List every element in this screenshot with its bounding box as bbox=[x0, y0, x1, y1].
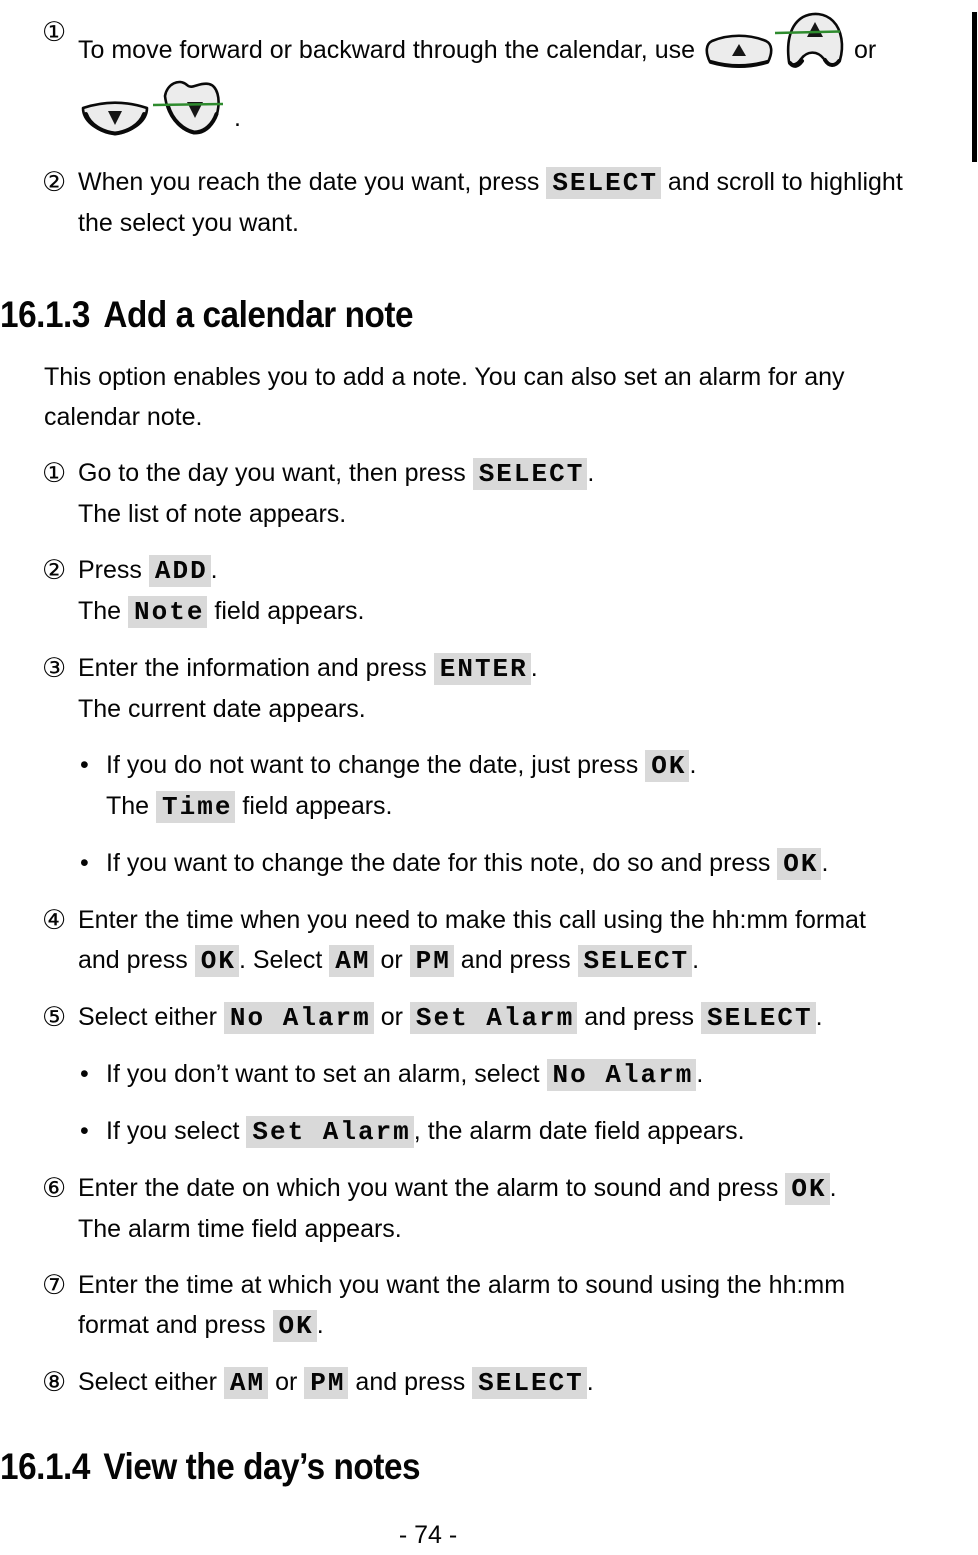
text-line bbox=[106, 1054, 978, 1095]
step-item bbox=[42, 648, 978, 884]
step-body bbox=[78, 1168, 978, 1249]
step-body bbox=[78, 162, 978, 243]
text-line bbox=[78, 648, 978, 689]
step-item bbox=[42, 900, 978, 981]
step-body bbox=[78, 453, 978, 534]
text-line bbox=[78, 550, 978, 591]
step-text: Select either bbox=[78, 1368, 224, 1396]
text-line bbox=[106, 843, 978, 884]
step-text: or bbox=[373, 946, 410, 974]
text-line bbox=[106, 745, 978, 786]
step-item bbox=[42, 162, 978, 243]
text-line bbox=[78, 1265, 978, 1305]
step-text: . bbox=[210, 556, 218, 584]
key-term: OK bbox=[785, 1173, 829, 1205]
step-text: or bbox=[268, 1368, 305, 1396]
step-text: . bbox=[586, 1368, 594, 1396]
step-text: . Select bbox=[238, 946, 330, 974]
step-number: ⑥ bbox=[42, 1173, 67, 1203]
text-line bbox=[78, 1209, 978, 1249]
step-text: If you don’t want to set an alarm, select bbox=[106, 1060, 547, 1088]
step-text: and scroll to highlight bbox=[660, 168, 903, 196]
step-body bbox=[78, 648, 978, 884]
bullet-icon: • bbox=[80, 849, 89, 877]
step-text: . bbox=[234, 104, 241, 132]
section-heading-16-1-3 bbox=[0, 293, 880, 337]
section-number: 16.1.3 bbox=[0, 294, 90, 335]
text-line bbox=[78, 591, 978, 632]
bullet-item bbox=[78, 1111, 978, 1152]
key-term: Set Alarm bbox=[246, 1116, 413, 1148]
step-text: . bbox=[821, 849, 829, 877]
bullet-body bbox=[106, 1111, 978, 1152]
step-text: and press bbox=[78, 946, 195, 974]
key-term: SELECT bbox=[472, 1367, 587, 1399]
text-line bbox=[78, 1362, 978, 1403]
key-term: Set Alarm bbox=[410, 1002, 577, 1034]
key-term: Note bbox=[128, 596, 207, 628]
bullet-body bbox=[106, 843, 978, 884]
step-text: and press bbox=[453, 946, 578, 974]
step-text: Select either bbox=[78, 1003, 224, 1031]
step-body bbox=[78, 1265, 978, 1346]
step-text: . bbox=[530, 654, 538, 682]
step-text: Enter the date on which you want the alarm to sound and press bbox=[78, 1174, 786, 1202]
step-item bbox=[42, 1265, 978, 1346]
step-item bbox=[42, 997, 978, 1152]
text-line bbox=[106, 1111, 978, 1152]
step-item bbox=[42, 453, 978, 534]
key-term: SELECT bbox=[701, 1002, 816, 1034]
bullet-body bbox=[106, 1054, 978, 1095]
down-arrow-key-icon bbox=[78, 98, 152, 138]
step-text: and press bbox=[577, 1003, 701, 1031]
key-term: OK bbox=[777, 848, 821, 880]
bullet-item bbox=[78, 745, 978, 827]
step-text: Enter the time at which you want the alarm to sound using the hh:mm bbox=[78, 1271, 846, 1299]
section-title: Add a calendar note bbox=[103, 294, 414, 335]
bullet-list bbox=[78, 745, 978, 884]
bullet-icon: • bbox=[80, 751, 89, 779]
intro-steps bbox=[42, 12, 978, 243]
step-text: The current date appears. bbox=[78, 695, 366, 723]
step-number: ⑧ bbox=[42, 1367, 67, 1397]
step-text: format and press bbox=[78, 1311, 273, 1339]
step-text: If you do not want to change the date, just press bbox=[106, 751, 646, 779]
section-title: View the day’s notes bbox=[103, 1446, 421, 1487]
step-text: To move forward or backward through the calendar, use bbox=[78, 36, 696, 64]
text-line bbox=[78, 494, 978, 534]
step-text: The bbox=[106, 792, 157, 820]
step-text: or bbox=[373, 1003, 410, 1031]
step-item bbox=[42, 1362, 978, 1403]
step-text: When you reach the date you want, press bbox=[78, 168, 547, 196]
text-line bbox=[78, 203, 978, 243]
step-text: and press bbox=[348, 1368, 473, 1396]
bullet-list bbox=[78, 1054, 978, 1152]
bullet-icon: • bbox=[80, 1060, 89, 1088]
text-line bbox=[106, 786, 978, 827]
text-line: This option enables you to add a note. You can also set an alarm for any bbox=[44, 363, 845, 391]
step-number: ③ bbox=[42, 653, 67, 683]
step-number: ② bbox=[42, 167, 67, 197]
step-text: Press bbox=[78, 556, 149, 584]
scan-artifact-bar bbox=[972, 12, 977, 162]
up-arrow-key-icon bbox=[702, 30, 776, 70]
step-body bbox=[78, 1362, 978, 1403]
key-term: ENTER bbox=[434, 653, 531, 685]
manual-page bbox=[0, 12, 978, 1549]
bullet-icon: • bbox=[80, 1117, 89, 1145]
step-text: If you want to change the date for this note, do so and press bbox=[106, 849, 778, 877]
key-term: OK bbox=[645, 750, 689, 782]
step-number: ⑤ bbox=[42, 1002, 67, 1032]
text-line bbox=[78, 1168, 978, 1209]
key-term: AM bbox=[329, 945, 373, 977]
text-line: calendar note. bbox=[44, 403, 203, 431]
step-text: field appears. bbox=[235, 792, 393, 820]
step-text: The bbox=[78, 597, 129, 625]
text-line bbox=[78, 689, 978, 729]
step-text: the select you want. bbox=[78, 209, 299, 237]
step-text: . bbox=[815, 1003, 823, 1031]
key-term: No Alarm bbox=[224, 1002, 374, 1034]
step-text: If you select bbox=[106, 1117, 247, 1145]
step-text: The list of note appears. bbox=[78, 500, 347, 528]
step-item bbox=[42, 550, 978, 632]
text-line bbox=[78, 162, 978, 203]
key-term: AM bbox=[224, 1367, 268, 1399]
step-text: or bbox=[854, 36, 877, 64]
step-text: . bbox=[829, 1174, 837, 1202]
step-text: . bbox=[692, 946, 700, 974]
bullet-item bbox=[78, 843, 978, 884]
key-term: Time bbox=[156, 791, 235, 823]
step-body bbox=[78, 550, 978, 632]
intro-steps-rest bbox=[42, 162, 978, 243]
step-number: ④ bbox=[42, 905, 67, 935]
down-arrow-navi-key-icon bbox=[159, 78, 227, 138]
step-text: The alarm time field appears. bbox=[78, 1215, 402, 1243]
text-line bbox=[78, 997, 978, 1038]
text-line bbox=[78, 900, 978, 940]
step-number: ① bbox=[42, 17, 67, 47]
text-line bbox=[78, 78, 978, 138]
text-line bbox=[78, 453, 978, 494]
step-number: ② bbox=[42, 555, 67, 585]
key-term: OK bbox=[195, 945, 239, 977]
step-text: . bbox=[587, 459, 595, 487]
step-text: . bbox=[316, 1311, 324, 1339]
key-term: ADD bbox=[149, 555, 211, 587]
step-text: Enter the time when you need to make this call using the hh:mm format bbox=[78, 906, 866, 934]
step-text: Go to the day you want, then press bbox=[78, 459, 473, 487]
section-heading-16-1-4 bbox=[0, 1445, 880, 1489]
step-text: . bbox=[696, 1060, 704, 1088]
key-term: PM bbox=[410, 945, 454, 977]
step-item bbox=[42, 12, 978, 138]
page-number: - 74 - bbox=[398, 1521, 458, 1549]
step-text: , the alarm date field appears. bbox=[413, 1117, 745, 1145]
step-text: field appears. bbox=[207, 597, 365, 625]
step-number: ⑦ bbox=[42, 1270, 67, 1300]
up-arrow-navi-key-icon bbox=[783, 12, 847, 70]
text-line bbox=[78, 940, 978, 981]
key-term: SELECT bbox=[473, 458, 588, 490]
step-text: . bbox=[689, 751, 697, 779]
step-text: Enter the information and press bbox=[78, 654, 434, 682]
key-term: SELECT bbox=[546, 167, 661, 199]
section-number: 16.1.4 bbox=[0, 1446, 90, 1487]
add-note-steps bbox=[42, 453, 978, 1403]
step-body bbox=[78, 900, 978, 981]
step-number: ① bbox=[42, 458, 67, 488]
step-body bbox=[78, 12, 978, 138]
key-term: SELECT bbox=[578, 945, 693, 977]
key-term: PM bbox=[304, 1367, 348, 1399]
text-line bbox=[78, 12, 978, 70]
section-intro-paragraph bbox=[44, 357, 978, 437]
step-item bbox=[42, 1168, 978, 1249]
text-line bbox=[78, 1305, 978, 1346]
step-body bbox=[78, 997, 978, 1152]
bullet-body bbox=[106, 745, 978, 827]
bullet-item bbox=[78, 1054, 978, 1095]
key-term: OK bbox=[273, 1310, 317, 1342]
key-term: No Alarm bbox=[547, 1059, 697, 1091]
